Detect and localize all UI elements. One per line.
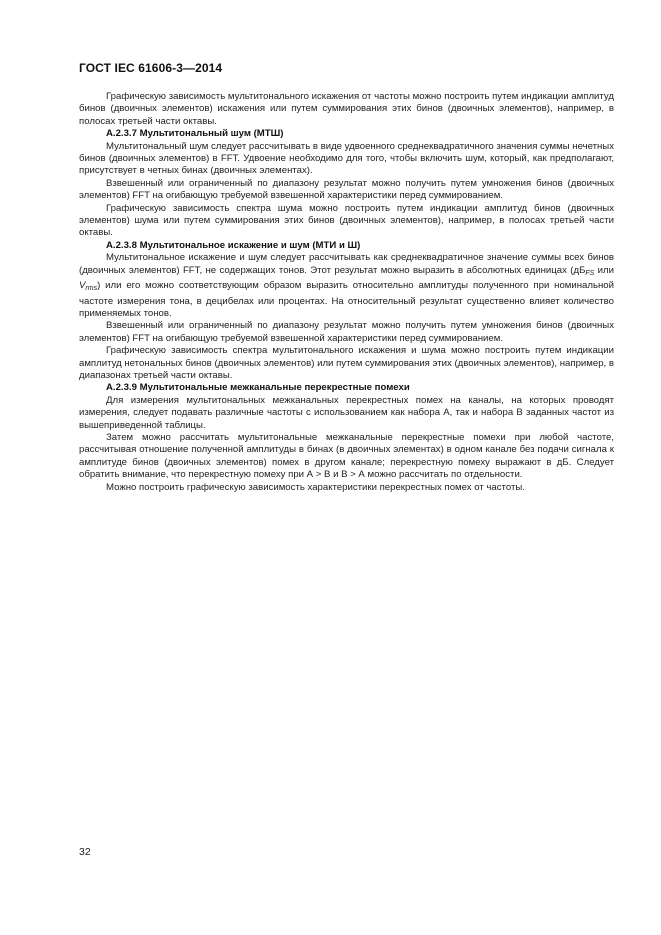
paragraph-intro: Графическую зависимость мультитонального искажения от частоты можно построить путем индикации амплитуд бинов (двоичных элементов) искажения или путем суммирования этих бинов (двоичных элементов), например, в полосах третьей части октавы.: [79, 91, 614, 127]
paragraph-a237-1: Мультитональный шум следует рассчитывать в виде удвоенного среднеквадратичного значения суммы нечетных бинов (двоичных элементов) в FFT. Удвоение необходимо для того, чтобы включить шум, который, как предполагают, присутствует в четных бинах (двоичных элементах).: [79, 140, 615, 177]
paragraph-a239-1: Для измерения мультитональных межканальных перекрестных помех на каналы, на которых проводят измерения, следует подавать различные частоты с использованием как набора А, так и набора В заданных частот из вышеприведенной таблицы.: [79, 394, 614, 431]
paragraph-a238-3: Графическую зависимость спектра мультитонального искажения и шума можно построить путем индикации амплитуд нетональных бинов (двоичных элементов) или путем суммирования этих (двоичных элементов), например, в диапазонах третьей части октавы.: [79, 345, 614, 381]
text-run: ) или его можно соответствующим образом выразить относительно амплитуды полученного при номинальной частоте измерения тона, в децибелах или процентах. На относительный результат существенно влияет количество применяемых тонов.: [79, 280, 614, 319]
paragraph-a237-3: Графическую зависимость спектра шума можно построить путем индикации амплитуд бинов (двоичных элементов) шума или путем суммирования этих бинов (двоичных элементов), например, в полосах третьей части октавы.: [79, 202, 614, 239]
text-run: Мультитональное искажение и шум следует рассчитывать как среднеквадратичное значение суммы всех бинов (двоичных элементов) FFT, не содержащих тонов. Этот результат можно выразить в абсолютных единицах (дБ: [79, 252, 614, 276]
section-heading-a237: А.2.3.7 Мультитональный шум (МТШ): [106, 128, 284, 140]
document-body: [79, 91, 614, 494]
document-header: ГОСТ IEC 61606-3—2014: [79, 61, 223, 75]
page-number: 32: [79, 846, 91, 858]
paragraph-a239-3: Можно построить графическую зависимость характеристики перекрестных помех от частоты.: [106, 481, 525, 493]
section-heading-a239: А.2.3.9 Мультитональные межканальные перекрестные помехи: [106, 382, 410, 394]
paragraph-a238-2: Взвешенный или ограниченный по диапазону результат можно получить путем умножения бинов (двоичных элементов) FFT на огибающую требуемой взвешенной характеристики перед суммированием.: [79, 320, 614, 344]
symbol-v: V: [79, 280, 86, 292]
paragraph-a237-2: Взвешенный или ограниченный по диапазону результат можно получить путем умножения бинов (двоичных элементов) FFT на огибающую требуемой взвешенной характеристики перед суммированием.: [79, 177, 614, 202]
paragraph-a239-2: Затем можно рассчитать мультитональные межканальные перекрестные помехи при любой частоте, рассчитывая отношение полученной амплитуды в бинах (в двоичных элементах) в одном канале без подачи сигнала к амплитуде бинов (двоичных элементов) помех в другом канале; перекрестную помеху выражают в дБ. Следует обратить внимание, что перекрестную помеху при А > В и В > А можно рассчитать по отдельности.: [79, 431, 614, 481]
subscript-rms: rms: [85, 285, 98, 293]
text-run: или: [594, 264, 615, 276]
subscript-fs: FS: [585, 269, 595, 277]
section-heading-a238: А.2.3.8 Мультитональное искажение и шум (МТИ и Ш): [106, 239, 361, 251]
paragraph-a238-1: [79, 252, 614, 320]
